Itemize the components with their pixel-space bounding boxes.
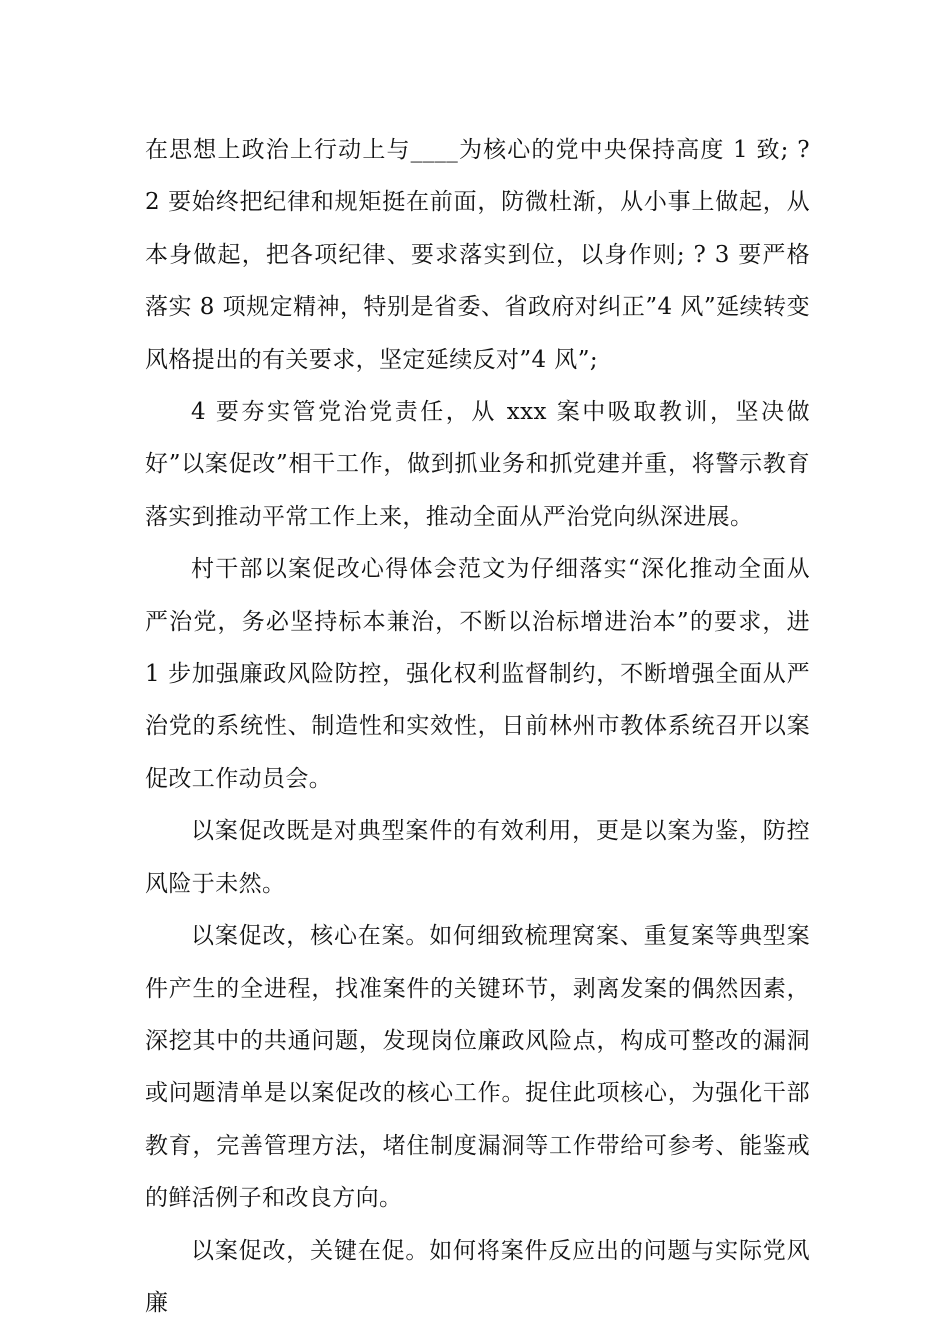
paragraph-4: 以案促改既是对典型案件的有效利用，更是以案为鉴，防控风险于未然。	[145, 818, 810, 897]
paragraph-5: 以案促改，核心在案。如何细致梳理窝案、重复案等典型案件产生的全进程，找准案件的关键环节，剥离发案的偶然因素，深挖其中的共通问题，发现岗位廉政风险点，构成可整改的漏洞或问题清单是以案促改的核心工作。捉住此项核心，为强化干部教育，完善管理方法，堵住制度漏洞等工作带给可参考、能鉴戒的鲜活例子和改良方向。	[145, 923, 810, 1212]
paragraph-1: 在思想上政治上行动上与____为核心的党中央保持高度 1 致; ? 2 要始终把纪律和规矩挺在前面，防微杜渐，从小事上做起，从本身做起，把各项纪律、要求落实到位，以身作则; ? 3 要严格落实 8 项规定精神，特别是省委、省政府对纠正”4 风”延续转变风格提出的有关要求，坚定延续反对”4 风”;	[145, 137, 810, 373]
document-body	[145, 124, 810, 1329]
paragraph-3: 村干部以案促改心得体会范文为仔细落实“深化推动全面从严治党，务必坚持标本兼治，不断以治标增进治本”的要求，进 1 步加强廉政风险防控，强化权利监督制约，不断增强全面从严治党的系统性、制造性和实效性，日前林州市教体系统召开以案促改工作动员会。	[145, 556, 810, 792]
paragraph-6: 以案促改，关键在促。如何将案件反应出的问题与实际党风廉	[145, 1237, 810, 1316]
paragraph-2: 4 要夯实管党治党责任，从 xxx 案中吸取教训，坚决做好”以案促改”相干工作，做到抓业务和抓党建并重，将警示教育落实到推动平常工作上来，推动全面从严治党向纵深进展。	[145, 399, 810, 530]
